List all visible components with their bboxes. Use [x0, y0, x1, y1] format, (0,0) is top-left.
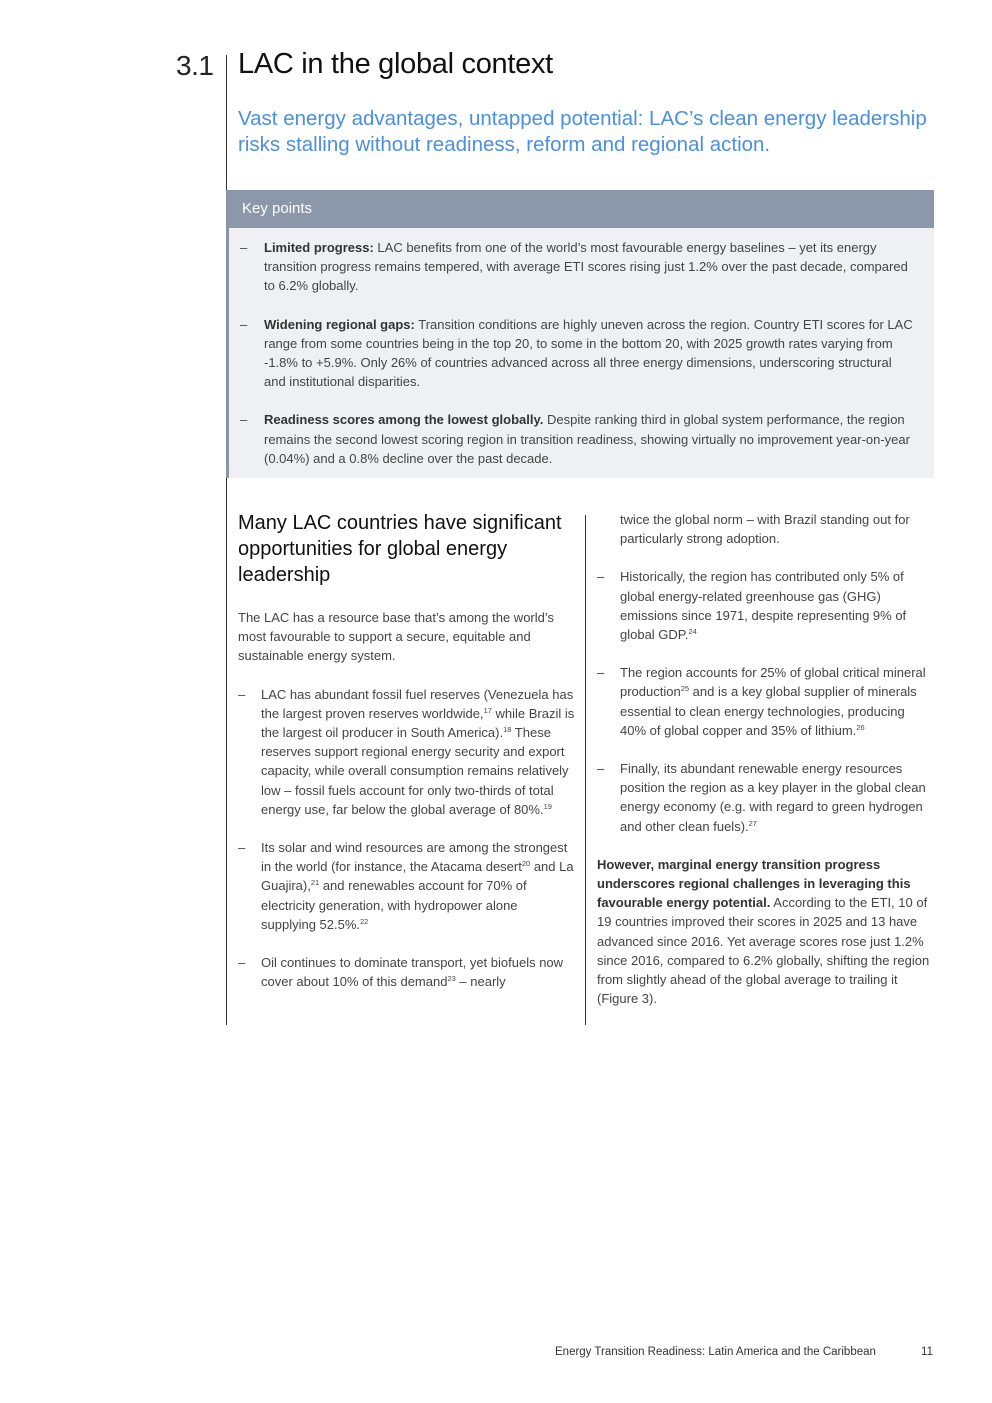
section-heading: Many LAC countries have significant opportunities for global energy leadership [238, 512, 562, 586]
footnote-ref: 23 [447, 974, 456, 984]
footnote-ref: 18 [503, 725, 512, 735]
list-text: and is a key global supplier of minerals essential to clean energy technologies, producing 40% of global copper and 35% of lithium. [620, 684, 917, 738]
list-text: Oil continues to dominate transport, yet biofuels now cover about 10% of this demand [261, 955, 564, 990]
key-points-header: Key points [229, 190, 934, 228]
page-title: LAC in the global context [238, 48, 553, 80]
footnote-ref: 25 [680, 684, 690, 694]
list-item [238, 685, 576, 819]
closing-bold: However, marginal energy transition progress underscores regional challenges in leveraging this favourable energy potential. [597, 856, 911, 911]
key-points-box [229, 190, 934, 478]
list-text: and renewables account for 70% of electricity generation, with hydropower alone supplying 52.5%. [261, 878, 527, 932]
section-rule [226, 55, 227, 190]
footnote-ref: 22 [360, 916, 369, 926]
list-text: Historically, the region has contributed only 5% of global energy-related greenhouse gas (GHG) emissions since 1971, despite representing 9% of global GDP. [620, 569, 907, 643]
column-divider [585, 515, 586, 1025]
opportunity-list [238, 685, 576, 992]
footnote-ref: 24 [688, 627, 697, 637]
key-point-label: Readiness scores among the lowest globally. [264, 412, 544, 428]
list-item [597, 567, 934, 644]
right-column [597, 510, 934, 1027]
key-point-label: Widening regional gaps: [264, 316, 415, 332]
bullet-dash: – [238, 686, 246, 702]
bullet-dash: – [597, 761, 605, 777]
key-points-list [229, 228, 934, 468]
section-rule-lower [226, 478, 227, 1025]
list-item [238, 953, 576, 991]
list-text: Its solar and wind resources are among the strongest in the world (for instance, the Atacama desert [261, 840, 568, 875]
list-text: These reserves support regional energy security and export capacity, while overall consumption remains relatively low – fossil fuels account for only two-thirds of total energy use, far below the global average of 80%. [261, 725, 569, 817]
list-text: The region accounts for 25% of global critical mineral production [620, 665, 926, 700]
intro-paragraph: The LAC has a resource base that’s among the world’s most favourable to support a secure, equitable and sustainable energy system. [238, 610, 555, 664]
closing-text: According to the ETI, 10 of 19 countries improved their scores in 2025 and 13 have advanced since 2016. Yet average scores rose just 1.2% since 2016, compared to 6.2% globally, shifting the region from slightly ahead of the global average to trailing it (Figure 3). [597, 895, 930, 1007]
key-point-item [240, 315, 914, 392]
footnote-ref: 21 [310, 878, 320, 888]
list-text: Finally, its abundant renewable energy resources position the region as a key player in the global clean energy economy (e.g. with regard to green hydrogen and other clean fuels). [620, 761, 926, 834]
key-point-text: LAC benefits from one of the world’s most favourable energy baselines – yet its energy transition progress remains tempered, with average ETI scores rising just 1.2% over the past decade, compared to 6.2% globally. [264, 240, 908, 294]
page-number: 11 [921, 1346, 933, 1358]
footnote-ref: 26 [856, 722, 865, 732]
footnote-ref: 20 [521, 859, 531, 869]
footnote-ref: 27 [748, 818, 757, 828]
list-item [597, 663, 934, 740]
list-item [238, 838, 576, 934]
page-subtitle: Vast energy advantages, untapped potential: LAC’s clean energy leadership risks stalling without readiness, reform and regional action. [238, 107, 927, 156]
closing-paragraph [597, 855, 934, 1009]
bullet-dash: – [240, 240, 248, 255]
bullet-dash: – [240, 412, 248, 428]
list-item [597, 759, 934, 836]
opportunity-list-continued [597, 510, 934, 836]
section-number: 3.1 [176, 50, 214, 81]
list-text: twice the global norm – with Brazil standing out for particularly strong adoption. [620, 512, 910, 547]
page-footer [555, 1346, 933, 1358]
footer-report-subtitle: Latin America and the Caribbean [705, 1346, 876, 1358]
list-item-continued [597, 510, 934, 548]
bullet-dash: – [597, 569, 605, 585]
key-point-text: Transition conditions are highly uneven across the region. Country ETI scores for LAC range from some countries being in the top 20, to some in the bottom 20, with 2025 growth rates varying from -1.8% to +5.9%. Only 26% of countries advanced across all three energy dimensions, underscoring structural and institutional disparities. [264, 316, 913, 390]
key-point-text: Despite ranking third in global system performance, the region remains the second lowest scoring region in transition readiness, showing virtually no improvement year-on-year (0.04%) and a 0.8% decline over the past decade. [264, 412, 910, 466]
bullet-dash: – [238, 840, 246, 856]
left-column [238, 510, 576, 991]
bullet-dash: – [238, 955, 246, 971]
bullet-dash: – [597, 665, 605, 681]
bullet-dash: – [240, 316, 248, 332]
footer-report-title: Energy Transition Readiness: [555, 1346, 706, 1358]
list-text: while Brazil is the largest oil producer in South America). [261, 705, 575, 741]
footnote-ref: 17 [483, 705, 492, 715]
list-text: – nearly [455, 974, 506, 990]
list-text: LAC has abundant fossil fuel reserves (Venezuela has the largest proven reserves worldwide, [261, 686, 574, 721]
list-text: and La Guajira), [261, 859, 574, 894]
key-point-item [240, 410, 914, 468]
key-point-label: Limited progress: [264, 240, 374, 255]
footnote-ref: 19 [543, 801, 552, 811]
key-point-item [240, 238, 914, 296]
